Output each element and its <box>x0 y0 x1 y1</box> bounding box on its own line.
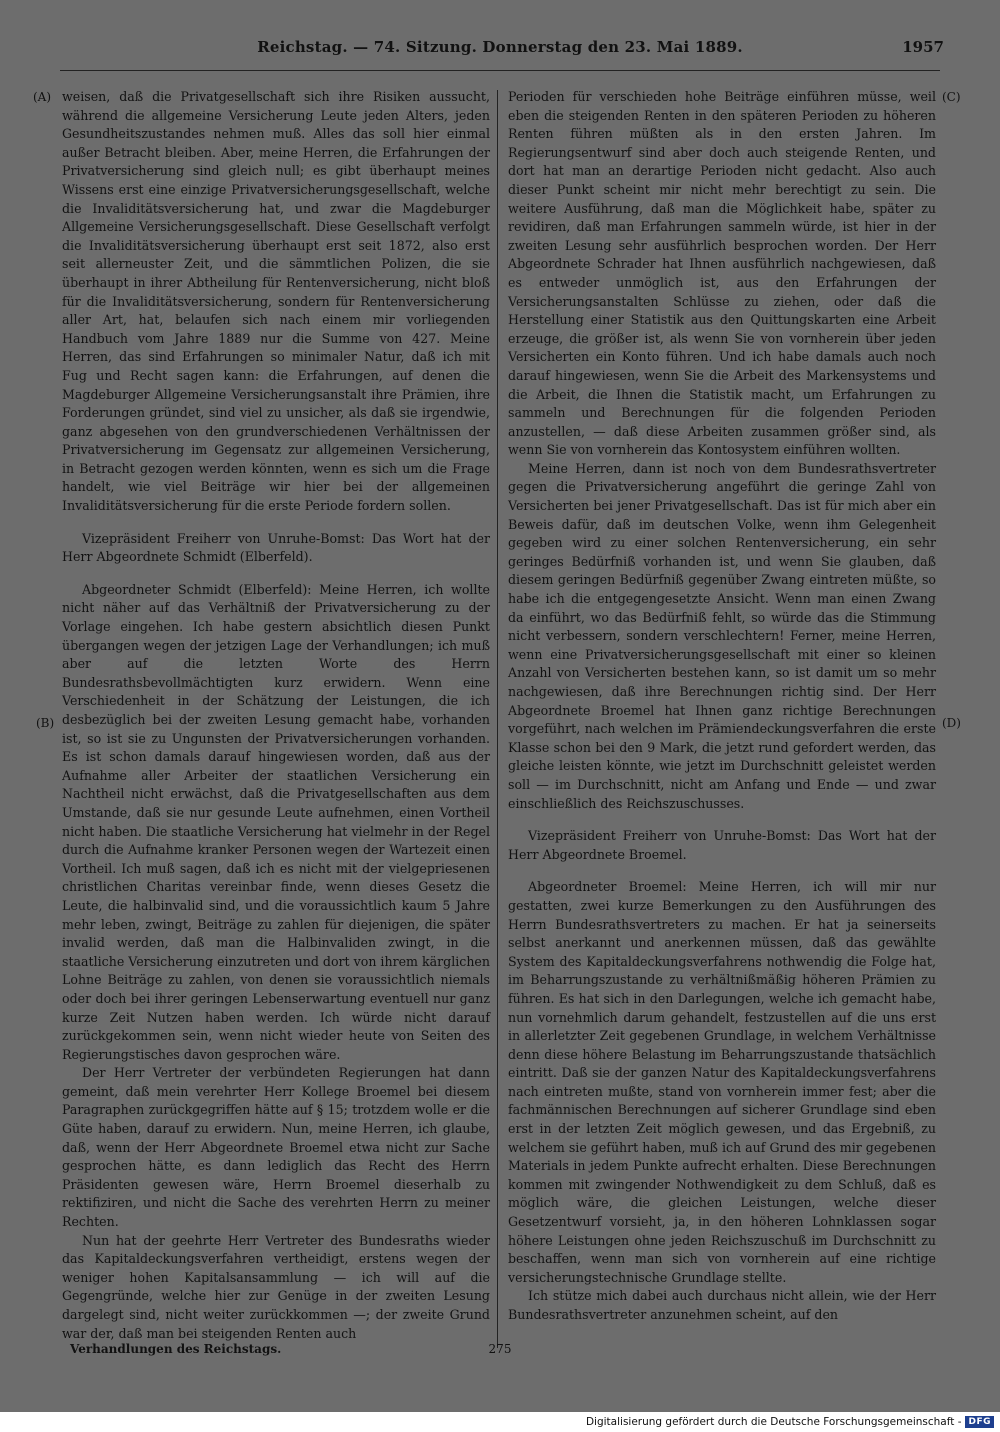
left-column <box>62 88 490 1343</box>
credit-text: Digitalisierung gefördert durch die Deutsche Forschungsgemeinschaft - <box>585 1416 962 1428</box>
paragraph: Ich stütze mich dabei auch durchaus nicht allein, wie der Herr Bundesrathsvertreter anzunehmen scheint, auf den <box>508 1288 936 1322</box>
margin-marker-b: (B) <box>36 716 55 730</box>
margin-marker-c: (C) <box>942 90 961 104</box>
dfg-logo: DFG <box>965 1416 994 1428</box>
paragraph: weisen, daß die Privatgesellschaft sich ihre Risiken aussucht, während die allgemeine Versicherung Leute jeden Alters, jeden Gesundheitszustandes nehmen muß. Alles das soll hier einmal außer Betracht bleiben. Aber, meine Herren, die Erfahrungen der Privatversicherung sind gleich null; es gibt überhaupt meines Wissens erst eine einzige Privatversicherungsgesellschaft, welche die Invaliditätsversicherung hat, und zwar die Magdeburger Allgemeine Versicherungsgesellschaft. Diese Gesellschaft verfolgt die Invaliditätsversicherung überhaupt erst seit 1872, also erst seit allerneuster Zeit, und die sämmtlichen Polizen, die sie überhaupt in ihrer Abtheilung für Rentenversicherung, nicht bloß für die Invaliditätsversicherung, sondern für Rentenversicherung aller Art, hat, belaufen sich nach einem mir vorliegenden Handbuch vom Jahre 1889 nur die Summe von 427. Meine Herren, das sind Erfahrungen so minimaler Natur, daß ich mit Fug und Recht sagen kann: die Erfahrungen, auf denen die Magdeburger Allgemeine Versicherungsanstalt ihre Prämien, ihre Forderungen gründet, sind viel zu unsicher, als daß sie irgendwie, ganz abgesehen von den grundverschiedenen Verhältnissen der Privatversicherung im Gegensatz zur allgemeinen Versicherung, in Betracht gezogen werden könnten, wenn es sich um die Frage handelt, wie viel Beiträge wir hier bei der allgemeinen Invaliditätsversicherung für die erste Periode fordern sollen. <box>62 89 490 514</box>
header-rule <box>60 70 940 71</box>
paragraph: Perioden für verschieden hohe Beiträge einführen müsse, weil eben die steigenden Renten in den späteren Perioden zu höheren Renten führen müßten als in den ersten Jahren. Im Regierungsentwurf sind aber doch auch steigende Renten, und dort hat man an derartige Perioden nicht gedacht. Also auch dieser Punkt scheint mir nicht mehr berechtigt zu sein. Die weitere Ausführung, daß man die Möglichkeit habe, später zu revidiren, daß man Erfahrungen sammeln würde, ist hier in der zweiten Lesung sehr ausführlich besprochen worden. Der Herr Abgeordnete Schrader hat Ihnen ausführlich nachgewiesen, daß es entweder unmöglich ist, aus den Erfahrungen der Versicherungsanstalten Schlüsse zu ziehen, oder daß die Herstellung einer Statistik aus den Quittungskarten eine Arbeit erzeuge, die größer ist, als wenn Sie von vornherein über jeden Versicherten ein Konto führen. Und ich habe damals auch noch darauf hingewiesen, wenn Sie die Arbeit des Markensystems und die Arbeit, die Ihnen die Statistik macht, um Erfahrungen zu sammeln und Berechnungen für die folgenden Perioden anzustellen, — daß diese Arbeiten zusammen größer sind, als wenn Sie von vornherein das Kontosystem einführen wollten. <box>508 89 936 458</box>
paragraph-speech: Abgeordneter Broemel: Meine Herren, ich will mir nur gestatten, zwei kurze Bemerkungen zu den Ausführungen des Herrn Bundesrathsvertreters zu machen. Er hat ja seinerseits selbst anerkannt und anerkennen müssen, daß das gewählte System des Kapitaldeckungsverfahrens nothwendig die Folge hat, im Beharrungszustande zu verhältnißmäßig höheren Prämien zu führen. Es hat sich in den Darlegungen, welche ich gemacht habe, nun vornehmlich darum gehandelt, festzustellen auf die uns erst in allerletzter Zeit gegebenen Grundlage, in welchem Verhältnisse denn diese höhere Belastung im Beharrungszustande thatsächlich eintritt. Daß sie der ganzen Natur des Kapitaldeckungsverfahrens nach eintreten mußte, stand von vornherein immer fest; aber die fachmännischen Berechnungen auf sicherer Grundlage sind eben erst in der letzten Zeit möglich gewesen, und das Ergebniß, zu welchem sie geführt haben, muß ich auf Grund des mir gegebenen Materials in jedem Punkte aufrecht erhalten. Diese Berechnungen kommen mit zwingender Nothwendigkeit zu dem Schluß, daß es möglich wäre, die gleichen Leistungen, welche dieser Gesetzentwurf vorsieht, ja, in den höheren Lohnklassen sogar höhere Leistungen ohne jeden Reichszuschuß im Durchschnitt zu beschaffen, wenn man sich von vornherein auf eine richtige versicherungstechnische Grundlage stellte. <box>508 879 937 1285</box>
paragraph-speech: Abgeordneter Schmidt (Elberfeld): Meine Herren, ich wollte nicht näher auf das Verhältniß der Privatversicherung zu der Vorlage eingehen. Ich habe gestern absichtlich diesen Punkt übergangen wegen der jetzigen Lage der Verhandlungen; ich muß aber auf die letzten Worte des Herrn Bundesrathsbevollmächtigten kurz erwidern. Wenn eine Verschiedenheit in der Schätzung der Leistungen, die ich desbezüglich bei der zweiten Lesung gemacht habe, vorhanden ist, so ist sie zu Ungunsten der Privatversicherungen vorhanden. Es ist schon damals darauf hingewiesen worden, daß aus der Aufnahme aller Arbeiter der staatlichen Versicherung ein Nachtheil nicht erwächst, daß die Privatgesellschaften aus dem Umstande, daß sie nur gesunde Leute aufnehmen, einen Vortheil nicht haben. Die staatliche Versicherung hat vielmehr in der Regel durch die Aufnahme kranker Personen wegen der Wartezeit einen Vortheil. Ich muß sagen, daß ich es nicht mit der vielgepriesenen christlichen Charitas vereinbar finde, wenn dieses Gesetz die Leute, die halbinvalid sind, und die voraussichtlich kaum 5 Jahre mehr leben, zwingt, Beiträge zu zahlen für diejenigen, die später invalid werden, daß man die Halbinvaliden zwingt, in die staatliche Versicherung einzutreten und dort von ihrem kärglichen Lohne Beiträge zu zahlen, von denen sie voraussichtlich niemals oder doch bei ihrer geringen Lebenserwartung eventuell nur ganz kurze Zeit Nutzen haben werden. Ich würde nicht darauf zurückgekommen sein, wenn nicht wieder heute von Seiten des Regierungstisches davon gesprochen wäre. <box>62 581 490 1062</box>
margin-marker-a: (A) <box>33 90 52 104</box>
digitization-credit <box>586 1414 994 1430</box>
paragraph-speaker-intro: Vizepräsident Freiherr von Unruhe-Bomst: Das Wort hat der Herr Abgeordnete Schmidt (Elberfeld). <box>62 530 490 565</box>
paragraph: Der Herr Vertreter der verbündeten Regierungen hat dann gemeint, daß mein verehrter Herr Kollege Broemel bei diesem Paragraphen zurückgegriffen hätte auf § 15; trotzdem wolle er die Güte haben, darauf zu erwidern. Nun, meine Herren, ich glaube, daß, wenn der Herr Abgeordnete Broemel etwa nicht zur Sache gesprochen hätte, es dann lediglich das Recht des Herrn Präsidenten gewesen wäre, Herrn Broemel dieserhalb zu rektifiziren, und nicht die Sache des verehrten Herrn zu meiner Rechten. <box>62 1065 490 1230</box>
header-page-number: 1957 <box>902 38 944 56</box>
page-header <box>60 38 944 68</box>
header-title: Reichstag. — 74. Sitzung. Donnerstag den 23. Mai 1889. <box>257 38 743 56</box>
margin-marker-d: (D) <box>942 716 961 730</box>
column-divider <box>497 90 498 1348</box>
footer-publication-title: Verhandlungen des Reichstags. <box>70 1342 282 1356</box>
footer-page-number: 275 <box>488 1342 512 1356</box>
paragraph: Meine Herren, dann ist noch von dem Bundesrathsvertreter gegen die Privatversicherung angeführt die geringe Zahl von Versicherten bei jener Privatgesellschaft. Das ist für mich aber ein Beweis dafür, daß im deutschen Volke, wenn ihm Gelegenheit gegeben wird zu einer solchen Rentenversicherung, ein sehr geringes Bedürfniß vorhanden ist, und wenn Sie glauben, daß diesem geringen Bedürfniß gegenüber Zwang eintreten müßte, so habe ich die entgegengesetzte Ansicht. Wenn man einen Zwang da einführt, wo das Bedürfniß fehlt, so würde das die Stimmung nicht verbessern, sondern verschlechtern! Ferner, meine Herren, wenn eine Privatversicherungsgesellschaft mit einer so kleinen Anzahl von Versicherten bestehen kann, so ist damit um so mehr nachgewiesen, daß ihre Berechnungen richtig sind. Der Herr Abgeordnete Broemel hat Ihnen ganz richtige Berechnungen vorgeführt, nach welchen im Prämiendeckungsverfahren die erste Klasse schon bei den 9 Mark, die jetzt rund gefordert werden, das gleiche leisten könnte, wie jetzt im Durchschnitt geleistet werden soll — im Durchschnitt, nicht am Anfang und Ende — und zwar einschließlich des Reichszuschusses. <box>508 460 936 811</box>
paragraph-speaker-intro: Vizepräsident Freiherr von Unruhe-Bomst: Das Wort hat der Herr Abgeordnete Broemel. <box>508 828 936 862</box>
right-column <box>508 88 936 1325</box>
paragraph: Nun hat der geehrte Herr Vertreter des Bundesraths wieder das Kapitaldeckungsverfahren vertheidigt, erstens wegen der weniger hohen Kapitalsansammlung — ich will auf die Gegengründe, welche hier zur Genüge in der zweiten Lesung dargelegt sind, nicht weiter zurückkommen —; der zweite Grund war der, daß man bei steigenden Renten auch <box>62 1232 490 1341</box>
